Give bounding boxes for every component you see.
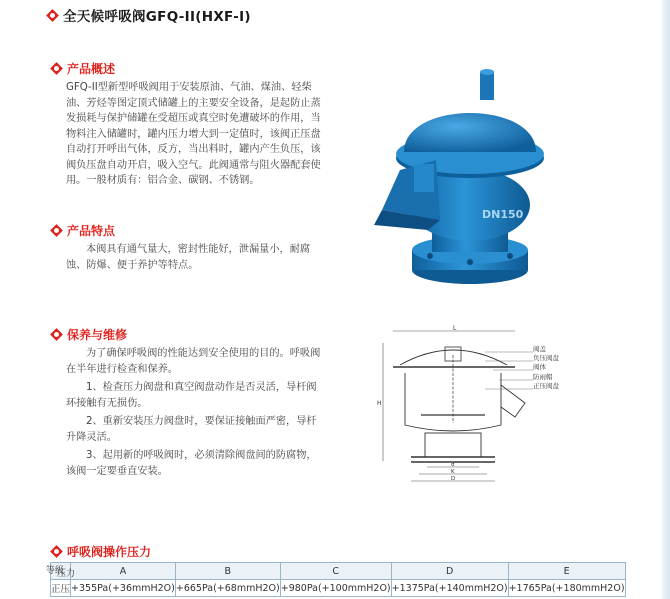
diamond-bullet-icon (50, 545, 63, 558)
grade-header: B (175, 563, 280, 580)
table-cell: +980Pa(+100mmH2O) (280, 580, 391, 597)
table-cell: +1765Pa(+180mmH2O) (508, 580, 625, 597)
page-edge-decoration (662, 0, 670, 599)
table-cell: +355Pa(+36mmH2O) (71, 580, 176, 597)
diamond-bullet-icon (50, 224, 63, 237)
table-corner-cell: 等级 压力 (51, 563, 71, 580)
diamond-bullet-icon (46, 9, 59, 22)
features-heading: 产品特点 (52, 222, 115, 239)
dim-d: d (451, 462, 455, 468)
dim-H: H (377, 400, 382, 407)
features-text: 本阀具有通气量大，密封性能好，泄漏量小，耐腐蚀、防爆、便于养护等特点。 (66, 244, 311, 271)
diamond-bullet-icon (50, 328, 63, 341)
dim-D: D (451, 476, 456, 482)
overview-heading: 产品概述 (52, 60, 115, 77)
row-label: 正压 (51, 580, 71, 597)
page-title (48, 5, 251, 25)
dim-K: K (451, 469, 455, 475)
label-vacuum-disc: 负压阀盘 (533, 354, 559, 362)
table-header-row (51, 563, 626, 580)
dim-L: L (453, 325, 457, 332)
label-valve-body: 阀体 (533, 363, 546, 371)
nameplate-text: DN150 (482, 208, 524, 221)
pressure-heading: 呼吸阀操作压力 (52, 543, 151, 560)
label-valve-cover: 阀盖 (533, 345, 546, 353)
diamond-bullet-icon (50, 62, 63, 75)
pressure-table (46, 562, 626, 597)
valve-product-photo (370, 60, 550, 290)
valve-technical-drawing (375, 325, 559, 490)
grade-header: C (280, 563, 391, 580)
maintenance-heading: 保养与维修 (52, 326, 127, 343)
table-cell: +1375Pa(+140mmH2O) (391, 580, 508, 597)
label-rain-cap: 防雨帽 (533, 373, 553, 381)
table-row (51, 580, 626, 597)
maintenance-text: 为了确保呼吸阀的性能达到安全使用的目的。呼吸阀在半年进行检查和保养。 1、检查压力阀盘和真空阀盘动作是否灵活，导杆阀环接触有无损伤。 2、重新安装压力阀盘时，要保证接触面严密，导杆升降灵活。 3、起用新的呼吸阀时，必须清除阀盘间的防腐物，该阀一定要垂直安装。 (66, 348, 321, 477)
table-cell: +665Pa(+68mmH2O) (175, 580, 280, 597)
grade-header: E (508, 563, 625, 580)
grade-header: D (391, 563, 508, 580)
overview-text: GFQ-II型新型呼吸阀用于安装原油、气油、煤油、轻柴油、芳烃等图定顶式储罐上的主要安全设备，是起防止蒸发损耗与保护储罐在受超压或真空时免遭破坏的作用，当物料注入储罐时，罐内压力增大到一定值时，该阀正压盘自动打开呼出气体，反方，当出料时，罐内产生负压，该阀负压盘自动开启，吸入空气。此阀通常与阻火器配套使用。一般材质有：铝合金、碳钢、不锈钢。 (66, 82, 321, 186)
page-title-text: 全天候呼吸阀GFQ-II(HXF-I) (63, 9, 251, 25)
label-pressure-disc: 正压阀盘 (533, 382, 559, 390)
grade-header: A (71, 563, 176, 580)
